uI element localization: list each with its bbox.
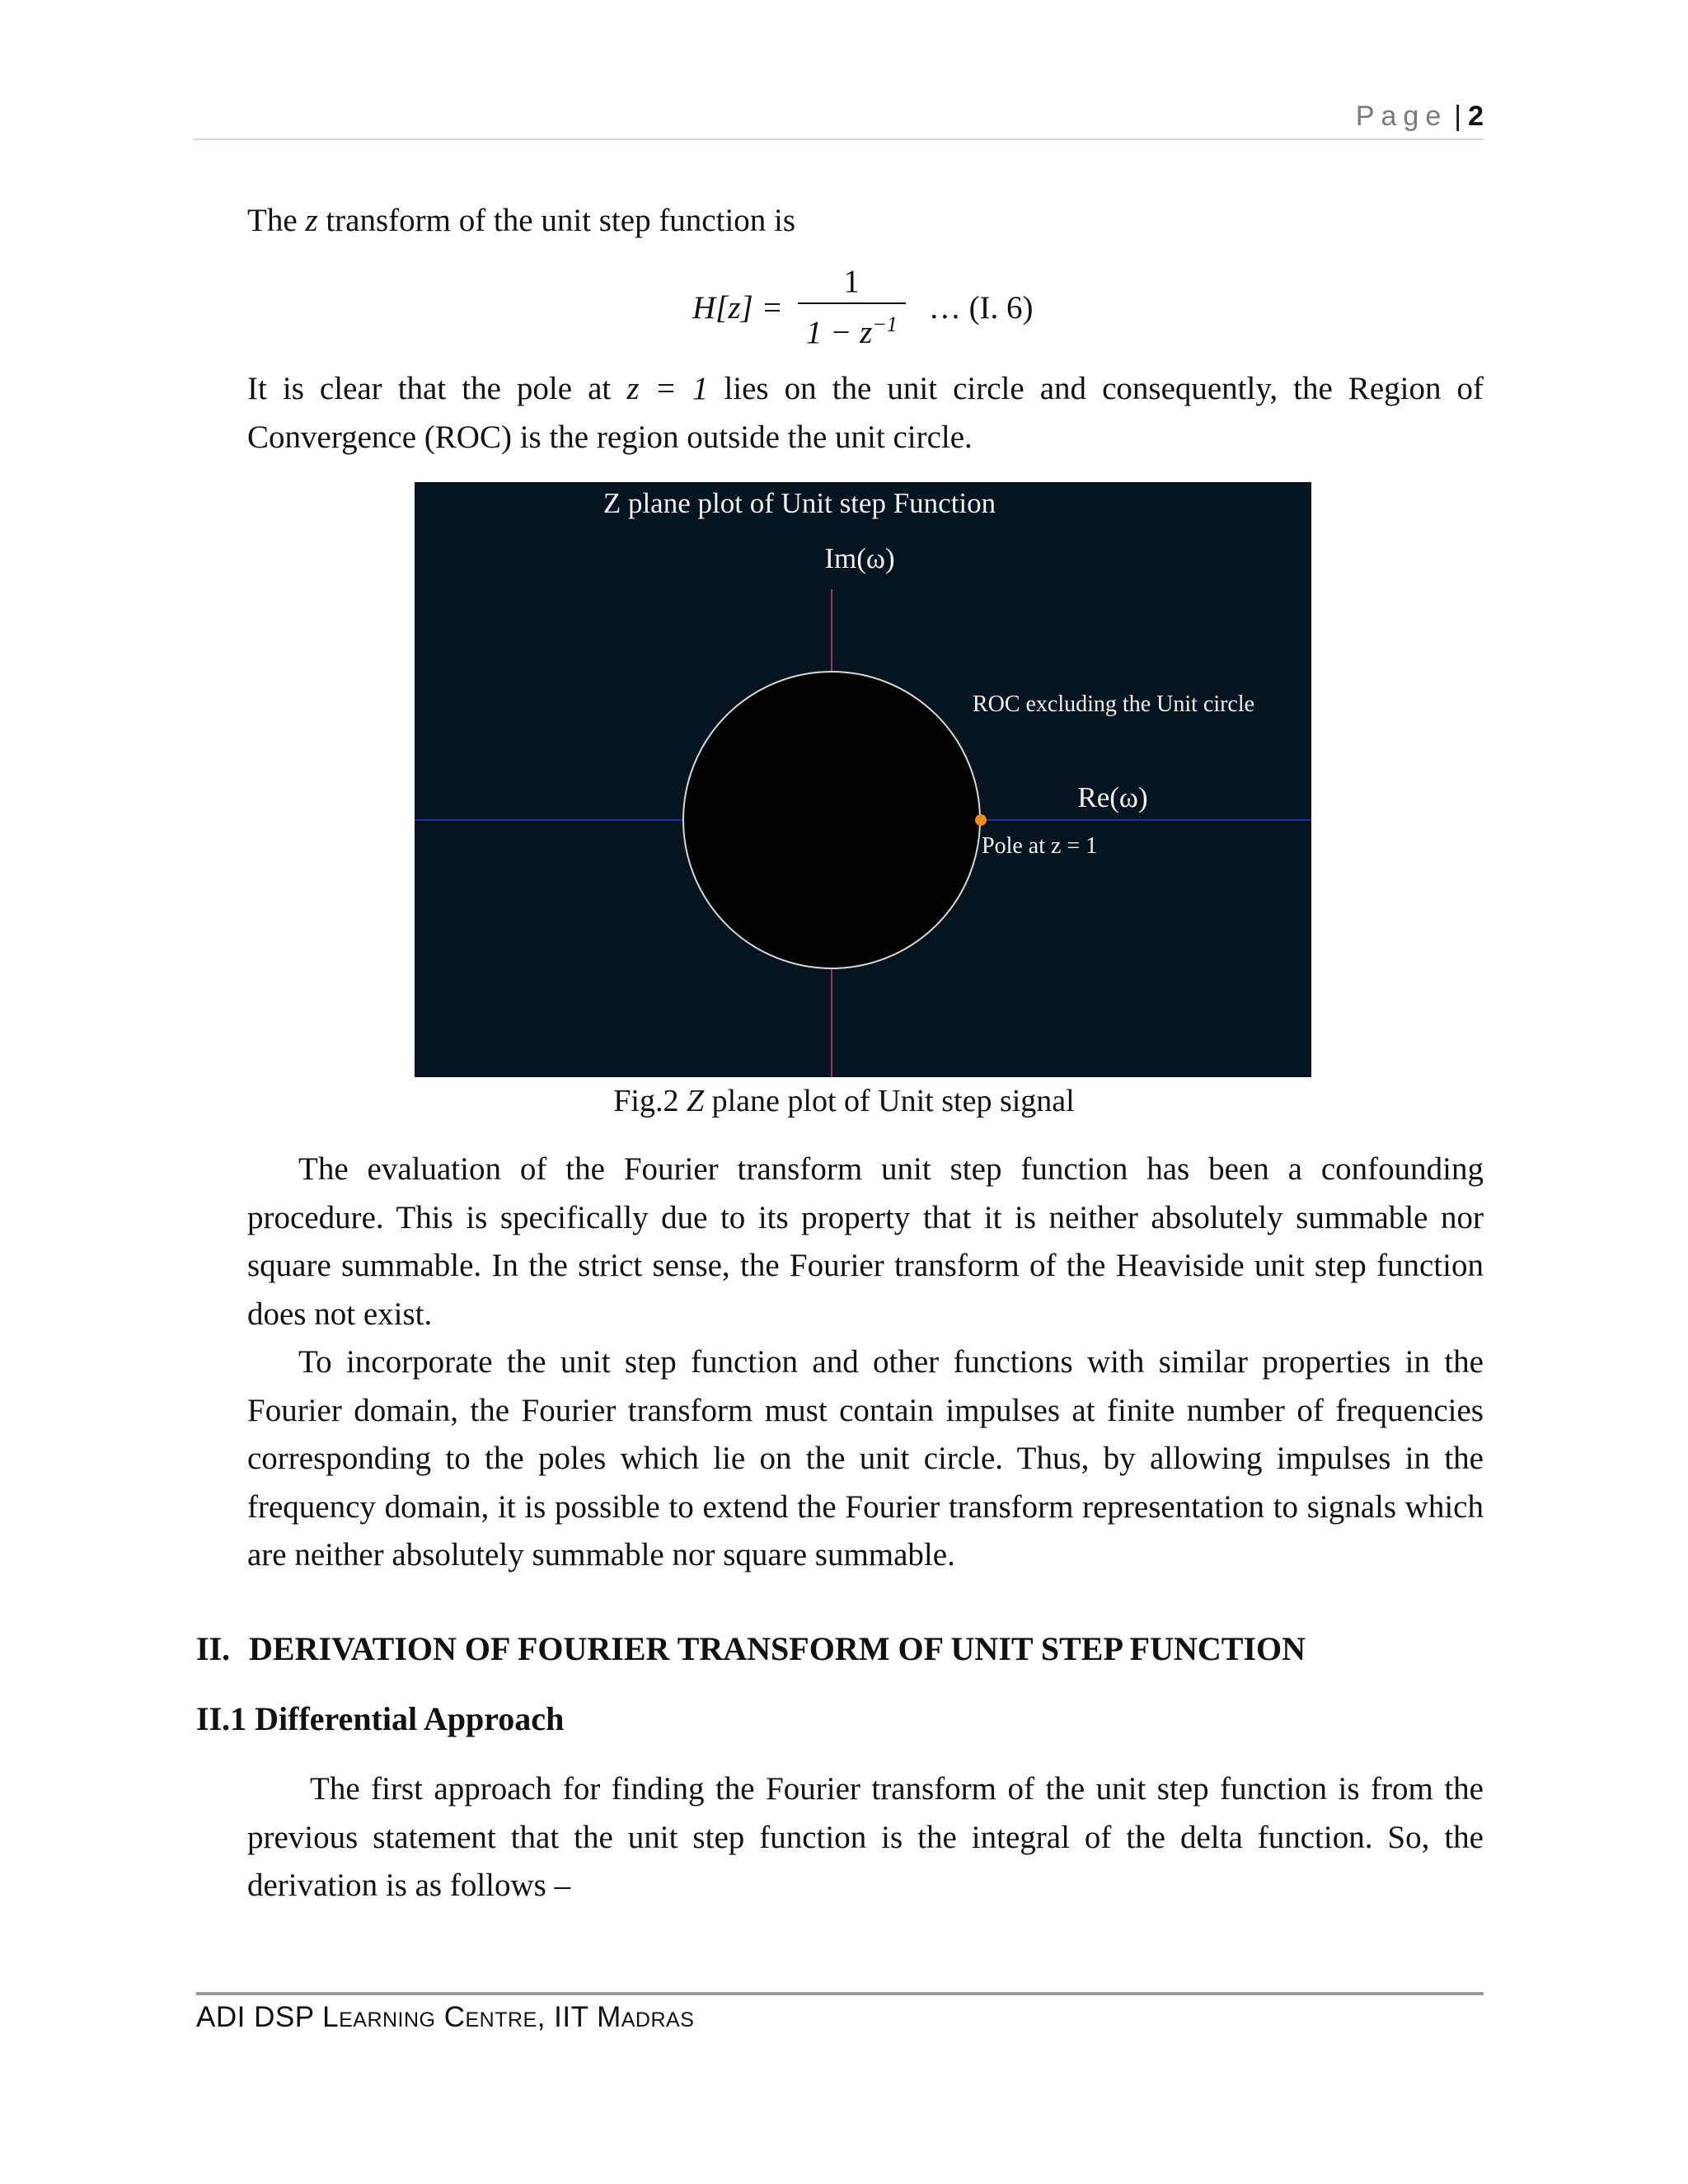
pole-text-2: lies on the unit circle and consequently, the Region of Convergence (ROC) is the region outside the unit circle. <box>247 371 1484 455</box>
pole-math: z = 1 <box>626 371 709 406</box>
unit-circle <box>683 672 980 968</box>
subsection-heading: II.1 Differential Approach <box>196 1700 565 1737</box>
pole-text-1: It is clear that the pole at <box>247 371 627 406</box>
page-number: 2 <box>1468 101 1484 132</box>
section-title: DERIVATION OF FOURIER TRANSFORM OF UNIT STEP FUNCTION <box>249 1630 1306 1667</box>
roc-label: ROC excluding the Unit circle <box>972 691 1255 717</box>
z-plane-figure <box>415 482 1311 1077</box>
section-number: II. <box>196 1630 231 1667</box>
page-separator: | <box>1454 101 1462 132</box>
page-word: Page <box>1355 101 1448 132</box>
real-axis-label: Re(ω) <box>1077 781 1148 813</box>
equation-fraction <box>798 261 906 354</box>
equation-den-base: 1 − z <box>805 315 873 350</box>
pole-paragraph <box>247 365 1484 462</box>
page-header <box>194 97 1484 140</box>
caption-rest: plane plot of Unit step signal <box>704 1084 1075 1118</box>
paragraph-differential: The first approach for finding the Fourier transform of the unit step function is from the previous statement that the unit step function is the integral of the delta function. So, the derivation is as follows – <box>247 1771 1484 1903</box>
intro-text <box>247 197 1484 246</box>
paragraph-impulses: To incorporate the unit step function and other functions with similar properties in the Fourier domain, the Fourier transform must contain impulses at finite number of frequencies corresponding to the poles which lie on the unit circle. Thus, by allowing impulses in the frequency domain, it is possible to extend the Fourier transform representation to signals which are neither absolutely summable nor square summable. <box>247 1344 1484 1572</box>
intro-var: z <box>305 203 318 238</box>
intro-after: transform of the unit step function is <box>317 203 796 238</box>
footer-rule <box>196 1992 1484 1995</box>
figure-caption <box>0 1080 1688 1122</box>
caption-prefix: Fig.2 <box>613 1084 687 1118</box>
pole-marker <box>975 814 987 826</box>
equation-den-exp: −1 <box>872 312 898 336</box>
equation-denominator <box>798 302 906 354</box>
paragraph-evaluation: The evaluation of the Fourier transform unit step function has been a confounding procedure. This is specifically due to its property that it is neither absolutely summable nor square summable. In the strict sense, the Fourier transform of the Heaviside unit step function does not exist. <box>247 1151 1484 1332</box>
section-heading <box>196 1626 1306 1672</box>
footer-text: ADI DSP Learning Centre, IIT Madras <box>196 2001 695 2033</box>
caption-var: Z <box>686 1084 705 1118</box>
intro-before: The <box>247 203 306 238</box>
pole-label: Pole at z = 1 <box>982 833 1098 859</box>
equation-tag: … (I. 6) <box>928 289 1034 326</box>
z-plane-plot <box>415 482 1311 1077</box>
plot-title: Z plane plot of Unit step Function <box>603 487 996 519</box>
imag-axis-label: Im(ω) <box>824 542 895 574</box>
equation-lhs: H[z] = <box>692 289 783 326</box>
equation-i6 <box>692 262 1034 353</box>
page-number-label <box>1356 101 1484 133</box>
equation-numerator: 1 <box>843 264 860 299</box>
